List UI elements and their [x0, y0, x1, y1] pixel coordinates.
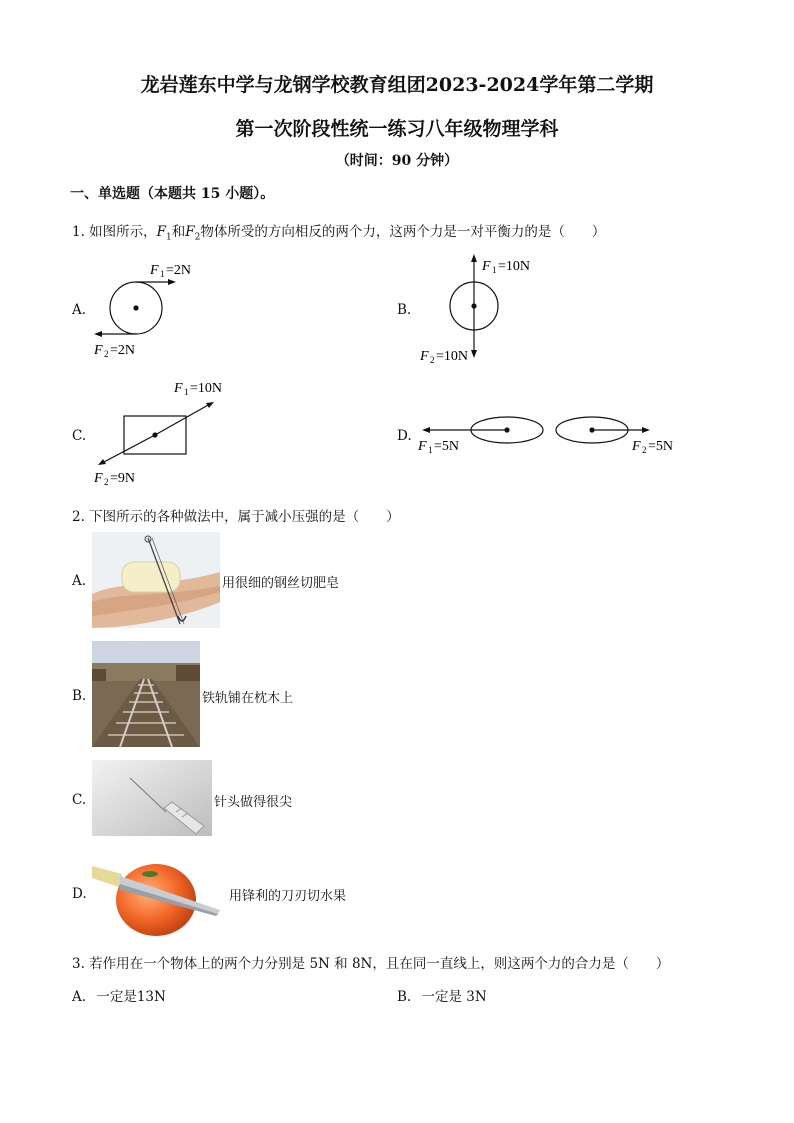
a-f2-label: F: [94, 343, 103, 358]
d-f1-sub: 1: [428, 445, 433, 455]
b-f2-sub: 2: [430, 355, 435, 365]
q2-option-c-letter: C.: [72, 792, 87, 808]
d-f2-label: F: [632, 439, 641, 454]
q2-option-a-letter: A.: [72, 573, 87, 589]
q2-option-a-caption: 用很细的钢丝切肥皂: [222, 576, 340, 591]
b-f1-sub: 1: [492, 265, 497, 275]
q1-option-c-figure: [88, 376, 248, 488]
q1-option-b-figure: [414, 250, 554, 368]
q1-option-d-letter: D.: [397, 428, 412, 444]
c-f1-val: =10N: [190, 381, 223, 396]
q1-suffix: 物体所受的方向相反的两个力，这两个力是一对平衡力的是（ ）: [200, 224, 606, 240]
a-f2-sub: 2: [104, 349, 109, 359]
q3-option-b: [397, 985, 487, 1005]
b-f2-label: F: [420, 349, 429, 364]
q1-option-d-figure: [414, 408, 694, 466]
c-f2-val: =9N: [110, 471, 136, 486]
q1-f2: F: [185, 224, 195, 240]
q1-prefix: 1. 如图所示，: [72, 224, 157, 240]
q3-option-a: [72, 985, 166, 1005]
b-f2-val: =10N: [436, 349, 469, 364]
q3-option-b-letter: B.: [397, 989, 412, 1005]
q1-f1: F: [156, 224, 167, 240]
q1-option-c-letter: C.: [72, 428, 87, 444]
page-subtitle: 第一次阶段性统一练习八年级物理学科: [235, 118, 559, 140]
b-f1-val: =10N: [498, 259, 531, 274]
q2-option-c-image: [92, 760, 212, 836]
q1-option-b-letter: B.: [397, 302, 412, 318]
q2-option-d-image: [92, 850, 226, 940]
b-f1-label: F: [482, 259, 491, 274]
a-f2-val: =2N: [110, 343, 136, 358]
d-f1-label: F: [418, 439, 427, 454]
q3-option-a-text: 一定是13N: [96, 989, 166, 1005]
q2-option-d-letter: D.: [72, 886, 87, 902]
railway-picture: [92, 641, 200, 747]
knife-fruit-picture: [92, 850, 226, 940]
question-1-stem: [72, 220, 605, 243]
q2-option-b-letter: B.: [72, 688, 87, 704]
a-f1-label: F: [150, 263, 159, 278]
q2-option-c-caption: 针头做得很尖: [214, 795, 293, 810]
c-f2-sub: 2: [104, 477, 109, 487]
q2-option-b-image: [92, 641, 200, 747]
q1-mid: 和: [171, 224, 186, 240]
page-title: 龙岩莲东中学与龙钢学校教育组团2023-2024学年第二学期: [140, 74, 654, 96]
q3-option-a-letter: A.: [72, 989, 87, 1005]
q1-f1-sub: 1: [166, 232, 172, 243]
d-f2-sub: 2: [642, 445, 647, 455]
q1-option-a-letter: A.: [72, 302, 87, 318]
soap-wire-picture: [92, 532, 220, 628]
time-note: （时间：90 分钟）: [335, 153, 459, 169]
question-3-stem: 3. 若作用在一个物体上的两个力分别是 5N 和 8N，且在同一直线上，则这两个力的合力是（ ）: [72, 956, 670, 972]
q2-option-b-caption: 铁轨铺在枕木上: [202, 691, 294, 706]
syringe-picture: [92, 760, 212, 836]
c-f1-sub: 1: [184, 387, 189, 397]
a-f1-val: =2N: [166, 263, 192, 278]
d-f2-val: =5N: [648, 439, 674, 454]
q1-option-a-figure: [88, 252, 208, 362]
c-f1-label: F: [174, 381, 183, 396]
q3-option-b-text: 一定是 3N: [421, 989, 487, 1005]
d-f1-val: =5N: [434, 439, 460, 454]
c-f2-label: F: [94, 471, 103, 486]
q1-f2-sub: 2: [194, 232, 201, 243]
section-heading: 一、单选题（本题共 15 小题）。: [70, 186, 275, 202]
question-2-stem: 2. 下图所示的各种做法中，属于减小压强的是（ ）: [72, 509, 400, 525]
a-f1-sub: 1: [160, 269, 165, 279]
q2-option-d-caption: 用锋利的刀刃切水果: [229, 889, 347, 904]
q2-option-a-image: [92, 532, 220, 628]
